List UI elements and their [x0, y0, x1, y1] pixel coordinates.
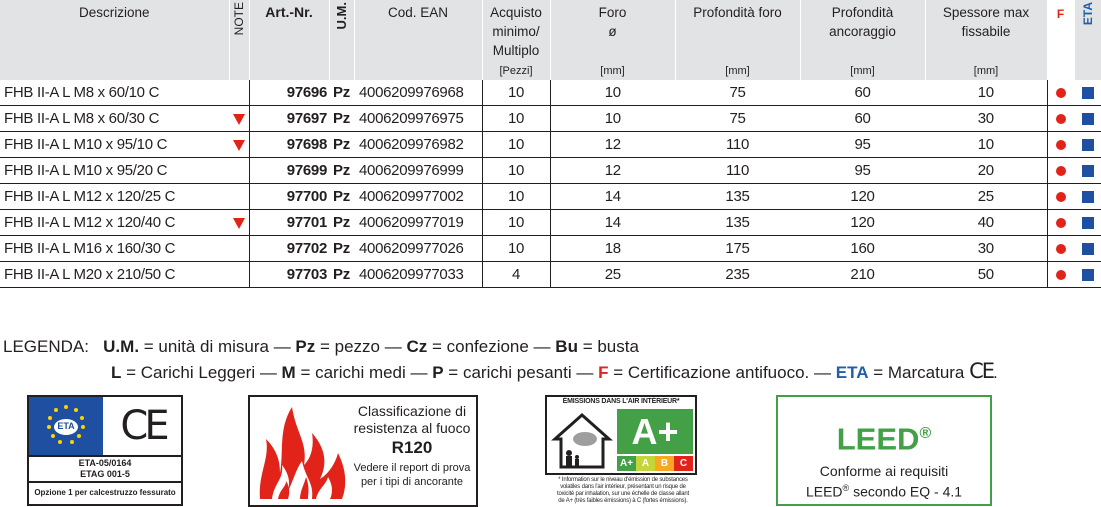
header-spessore: Spessore max fissabile: [925, 0, 1047, 60]
eta-square-icon: [1082, 113, 1094, 125]
legend: [3, 334, 998, 385]
legend-end: .: [993, 363, 998, 382]
cell-profondita-ancoraggio: 210: [800, 262, 925, 288]
cell-acquisto: 10: [482, 106, 550, 132]
cell-f: [1047, 210, 1074, 236]
cell-profondita-ancoraggio: 95: [800, 132, 925, 158]
fire-cert-dot-icon: [1056, 140, 1066, 150]
fire-cert-dot-icon: [1056, 270, 1066, 280]
legend-cz-text: = confezione —: [427, 337, 556, 356]
legend-p-text: = carichi pesanti —: [443, 363, 599, 382]
legend-l-text: = Carichi Leggeri —: [121, 363, 282, 382]
ce-logo-icon: CE: [120, 403, 166, 449]
header-descrizione: Descrizione: [0, 0, 229, 60]
emissions-foot-3: toxicité par inhalation, sur une échelle de classe allant: [556, 491, 690, 497]
header-profondita-ancoraggio: Profondità ancoraggio: [800, 0, 925, 60]
cell-acquisto: 4: [482, 262, 550, 288]
cell-eta: [1074, 80, 1101, 106]
fire-rating: R120: [391, 438, 433, 457]
fire-cert-dot-icon: [1056, 218, 1066, 228]
cell-art-nr: 97700: [249, 184, 329, 210]
cell-profondita-ancoraggio: 160: [800, 236, 925, 262]
cell-art-nr: 97698: [249, 132, 329, 158]
cell-profondita-foro: 175: [675, 236, 800, 262]
cell-note: [229, 262, 249, 288]
emissions-grade: A+: [617, 409, 693, 454]
cell-descrizione: FHB II-A L M8 x 60/30 C: [0, 106, 229, 132]
table-row: [0, 106, 1101, 132]
fire-badge: [248, 395, 478, 507]
cell-descrizione: FHB II-A L M10 x 95/20 C: [0, 158, 229, 184]
cell-note: [229, 236, 249, 262]
cell-ean: 4006209976982: [354, 132, 482, 158]
legend-f-key: F: [598, 363, 609, 382]
flame-icon: [256, 403, 348, 501]
legend-eta-key: ETA: [835, 363, 869, 382]
emissions-foot-2: volatiles dans l'air intérieur, présentant un risque de: [560, 484, 686, 490]
emissions-title: ÉMISSIONS DANS L'AIR INTÉRIEUR*: [562, 398, 680, 405]
cell-profondita-ancoraggio: 120: [800, 210, 925, 236]
eta-circle-text: ETA: [57, 421, 75, 431]
house-icon: [551, 409, 613, 471]
legend-line-1: [3, 334, 998, 359]
fire-sub-1: Vedere il report di prova: [353, 462, 471, 474]
header-spacer: [354, 60, 482, 80]
cell-profondita-foro: 110: [675, 132, 800, 158]
cell-art-nr: 97697: [249, 106, 329, 132]
cell-foro: 18: [550, 236, 675, 262]
cell-art-nr: 97696: [249, 80, 329, 106]
eta-square-icon: [1082, 191, 1094, 203]
unit-foro: [mm]: [550, 60, 675, 80]
cell-acquisto: 10: [482, 80, 550, 106]
cell-f: [1047, 132, 1074, 158]
eta-square-icon: [1082, 139, 1094, 151]
cell-art-nr: 97699: [249, 158, 329, 184]
leed-reg-mark: ®: [919, 425, 932, 442]
cell-foro: 12: [550, 158, 675, 184]
cell-acquisto: 10: [482, 158, 550, 184]
legend-m-key: M: [281, 363, 296, 382]
table-row: [0, 210, 1101, 236]
cell-acquisto: 10: [482, 210, 550, 236]
cell-profondita-foro: 235: [675, 262, 800, 288]
emissions-badge: [545, 395, 697, 475]
header-profondita-foro: Profondità foro: [675, 0, 800, 60]
cell-art-nr: 97702: [249, 236, 329, 262]
cell-f: [1047, 262, 1074, 288]
fire-cert-dot-icon: [1056, 88, 1066, 98]
cell-note: [229, 158, 249, 184]
header-art-nr: Art.-Nr.: [249, 0, 329, 60]
header-um: U.M.: [329, 0, 354, 80]
unit-acquisto: [Pezzi]: [482, 60, 550, 80]
cell-um: Pz: [329, 158, 354, 184]
header-ean: Cod. EAN: [354, 0, 482, 60]
eta-square-icon: [1082, 87, 1094, 99]
emissions-foot-1: * Information sur le niveau d'émission de substances: [558, 477, 688, 483]
legend-um-key: U.M.: [103, 337, 140, 356]
legend-m-text: = carichi medi —: [295, 363, 433, 382]
eta-square-icon: [1082, 243, 1094, 255]
legend-um-text: = unità di misura —: [139, 337, 296, 356]
legend-f-text: = Certificazione antifuoco. —: [608, 363, 836, 382]
cell-spessore: 10: [925, 80, 1047, 106]
eta-number: ETA-05/0164: [78, 458, 132, 468]
leed-line-2a: LEED: [805, 483, 843, 500]
table-row: [0, 184, 1101, 210]
header-eta: ETA: [1074, 0, 1101, 80]
cell-art-nr: 97703: [249, 262, 329, 288]
note-triangle-icon: [233, 218, 245, 229]
cell-profondita-foro: 75: [675, 80, 800, 106]
cell-acquisto: 10: [482, 132, 550, 158]
eta-note: Opzione 1 per calcestruzzo fessurato: [29, 481, 181, 503]
header-acquisto: Acquisto minimo/ Multiplo: [482, 0, 550, 60]
cell-um: Pz: [329, 262, 354, 288]
fire-line-1: Classificazione di: [357, 403, 467, 419]
cell-um: Pz: [329, 106, 354, 132]
unit-profondita-ancoraggio: [mm]: [800, 60, 925, 80]
cell-profondita-ancoraggio: 95: [800, 158, 925, 184]
cell-descrizione: FHB II-A L M12 x 120/25 C: [0, 184, 229, 210]
legend-line-2: [3, 359, 998, 385]
cell-eta: [1074, 210, 1101, 236]
cell-f: [1047, 80, 1074, 106]
cell-spessore: 40: [925, 210, 1047, 236]
cell-spessore: 10: [925, 132, 1047, 158]
table-row: [0, 132, 1101, 158]
header-note: NOTE: [229, 0, 249, 80]
cell-profondita-foro: 135: [675, 210, 800, 236]
leed-title: [778, 415, 990, 458]
eta-square-icon: [1082, 269, 1094, 281]
fire-cert-dot-icon: [1056, 192, 1066, 202]
cell-foro: 25: [550, 262, 675, 288]
legend-l-key: L: [111, 363, 122, 382]
legend-bu-text: = busta: [577, 337, 639, 356]
cell-note: [229, 106, 249, 132]
cell-note: [229, 132, 249, 158]
eta-square-icon: [1082, 217, 1094, 229]
cell-ean: 4006209976968: [354, 80, 482, 106]
cell-descrizione: FHB II-A L M20 x 210/50 C: [0, 262, 229, 288]
cell-descrizione: FHB II-A L M10 x 95/10 C: [0, 132, 229, 158]
cell-eta: [1074, 184, 1101, 210]
cell-profondita-foro: 135: [675, 184, 800, 210]
legend-pz-text: = pezzo —: [315, 337, 407, 356]
header-foro: Foro ø: [550, 0, 675, 60]
eta-square-icon: [1082, 165, 1094, 177]
cell-note: [229, 80, 249, 106]
cell-eta: [1074, 106, 1101, 132]
leed-line-2-reg: ®: [842, 483, 850, 493]
cell-f: [1047, 184, 1074, 210]
cell-profondita-ancoraggio: 60: [800, 106, 925, 132]
note-triangle-icon: [233, 140, 245, 151]
eta-badge: [27, 395, 183, 506]
cell-acquisto: 10: [482, 236, 550, 262]
scale-a: A: [636, 456, 655, 471]
leed-badge: [776, 395, 992, 506]
eta-flag: [29, 397, 103, 455]
cell-profondita-ancoraggio: 60: [800, 80, 925, 106]
cell-eta: [1074, 158, 1101, 184]
cell-acquisto: 10: [482, 184, 550, 210]
cell-ean: 4006209977033: [354, 262, 482, 288]
note-triangle-icon: [233, 114, 245, 125]
scale-c: C: [674, 456, 693, 471]
leed-line-1: Conforme ai requisiti: [819, 463, 949, 479]
cell-ean: 4006209976999: [354, 158, 482, 184]
cell-um: Pz: [329, 132, 354, 158]
cell-profondita-foro: 75: [675, 106, 800, 132]
legend-eta-text: = Marcatura: [868, 363, 970, 382]
emissions-footnote: [543, 477, 703, 505]
fire-cert-dot-icon: [1056, 166, 1066, 176]
fire-cert-dot-icon: [1056, 114, 1066, 124]
cell-descrizione: FHB II-A L M8 x 60/10 C: [0, 80, 229, 106]
legend-p-key: P: [432, 363, 444, 382]
cell-um: Pz: [329, 236, 354, 262]
cell-descrizione: FHB II-A L M16 x 160/30 C: [0, 236, 229, 262]
cell-ean: 4006209977002: [354, 184, 482, 210]
fire-sub-2: per i tipi di ancorante: [360, 476, 464, 488]
cell-descrizione: FHB II-A L M12 x 120/40 C: [0, 210, 229, 236]
cell-foro: 10: [550, 106, 675, 132]
scale-a-plus: A+: [617, 456, 636, 471]
legend-bu-key: Bu: [555, 337, 578, 356]
cell-ean: 4006209977026: [354, 236, 482, 262]
etag-number: ETAG 001-5: [80, 469, 130, 479]
leed-line-2c: secondo EQ - 4.1: [849, 483, 963, 500]
cell-um: Pz: [329, 210, 354, 236]
leed-title-text: LEED: [836, 421, 920, 457]
cell-eta: [1074, 236, 1101, 262]
cell-um: Pz: [329, 80, 354, 106]
cell-f: [1047, 106, 1074, 132]
cell-spessore: 50: [925, 262, 1047, 288]
cell-note: [229, 210, 249, 236]
emissions-foot-4: de A+ (très faibles émissions) à C (fortes émissions).: [558, 498, 688, 504]
product-rows: [0, 80, 1101, 288]
cell-spessore: 25: [925, 184, 1047, 210]
cell-um: Pz: [329, 184, 354, 210]
header-spacer: [249, 60, 329, 80]
cell-foro: 14: [550, 210, 675, 236]
cell-note: [229, 184, 249, 210]
table-row: [0, 158, 1101, 184]
ce-mark-icon: CE: [969, 359, 994, 383]
cell-art-nr: 97701: [249, 210, 329, 236]
fire-cert-dot-icon: [1056, 244, 1066, 254]
scale-b: B: [655, 456, 674, 471]
cell-foro: 12: [550, 132, 675, 158]
cell-foro: 14: [550, 184, 675, 210]
cell-eta: [1074, 262, 1101, 288]
cell-ean: 4006209976975: [354, 106, 482, 132]
legend-cz-key: Cz: [406, 337, 428, 356]
legend-label: LEGENDA:: [3, 337, 89, 356]
cell-foro: 10: [550, 80, 675, 106]
cell-f: [1047, 236, 1074, 262]
fire-line-2: resistenza al fuoco: [353, 420, 471, 436]
unit-spessore: [mm]: [925, 60, 1047, 80]
table-row: [0, 262, 1101, 288]
leed-line-2: [778, 480, 990, 501]
table-row: [0, 80, 1101, 106]
unit-profondita-foro: [mm]: [675, 60, 800, 80]
cell-spessore: 30: [925, 106, 1047, 132]
cell-f: [1047, 158, 1074, 184]
cell-profondita-ancoraggio: 120: [800, 184, 925, 210]
header-spacer: [0, 60, 229, 80]
table-row: [0, 236, 1101, 262]
cell-ean: 4006209977019: [354, 210, 482, 236]
cell-profondita-foro: 110: [675, 158, 800, 184]
header-f: F: [1047, 0, 1074, 80]
legend-pz-key: Pz: [295, 337, 316, 356]
cell-spessore: 30: [925, 236, 1047, 262]
cell-eta: [1074, 132, 1101, 158]
cell-spessore: 20: [925, 158, 1047, 184]
